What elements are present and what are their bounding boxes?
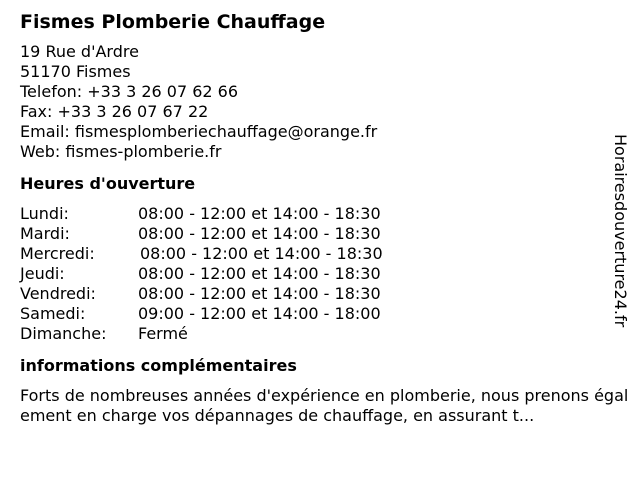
time-value: 08:00 - 12:00 et 14:00 - 18:30	[138, 224, 381, 243]
time-value: 09:00 - 12:00 et 14:00 - 18:00	[138, 304, 381, 323]
additional-info-heading: informations complémentaires	[20, 356, 297, 375]
phone-number: Telefon: +33 3 26 07 62 66	[20, 82, 239, 101]
website-address: Web: fismes-plomberie.fr	[20, 142, 222, 161]
day-label: Mardi:	[20, 224, 70, 243]
day-label: Mercredi:	[20, 244, 95, 263]
day-label: Lundi:	[20, 204, 69, 223]
business-name: Fismes Plomberie Chauffage	[20, 11, 326, 33]
hours-row-sunday	[20, 324, 610, 344]
watermark-text: Horairesdouverture24.fr	[611, 134, 630, 328]
address-street: 19 Rue d'Ardre	[20, 42, 139, 61]
hours-row-friday	[20, 284, 610, 304]
day-label: Jeudi:	[20, 264, 65, 283]
day-label: Samedi:	[20, 304, 86, 323]
hours-row-saturday	[20, 304, 610, 324]
time-value: 08:00 - 12:00 et 14:00 - 18:30	[140, 244, 383, 263]
fax-number: Fax: +33 3 26 07 67 22	[20, 102, 209, 121]
opening-hours-table	[20, 204, 610, 344]
hours-row-thursday	[20, 264, 610, 284]
opening-hours-heading: Heures d'ouverture	[20, 174, 196, 193]
day-label: Vendredi:	[20, 284, 96, 303]
additional-info-text: Forts de nombreuses années d'expérience en plomberie, nous prenons également en charge vos dépannages de chauffage, en assurant t...	[20, 386, 629, 425]
time-value: 08:00 - 12:00 et 14:00 - 18:30	[138, 284, 381, 303]
hours-row-wednesday	[20, 244, 610, 264]
day-label: Dimanche:	[20, 324, 107, 343]
time-value: Fermé	[138, 324, 188, 343]
hours-row-monday	[20, 204, 610, 224]
time-value: 08:00 - 12:00 et 14:00 - 18:30	[138, 264, 381, 283]
time-value: 08:00 - 12:00 et 14:00 - 18:30	[138, 204, 381, 223]
email-address: Email: fismesplomberiechauffage@orange.fr	[20, 122, 378, 141]
hours-row-tuesday	[20, 224, 610, 244]
address-city: 51170 Fismes	[20, 62, 131, 81]
